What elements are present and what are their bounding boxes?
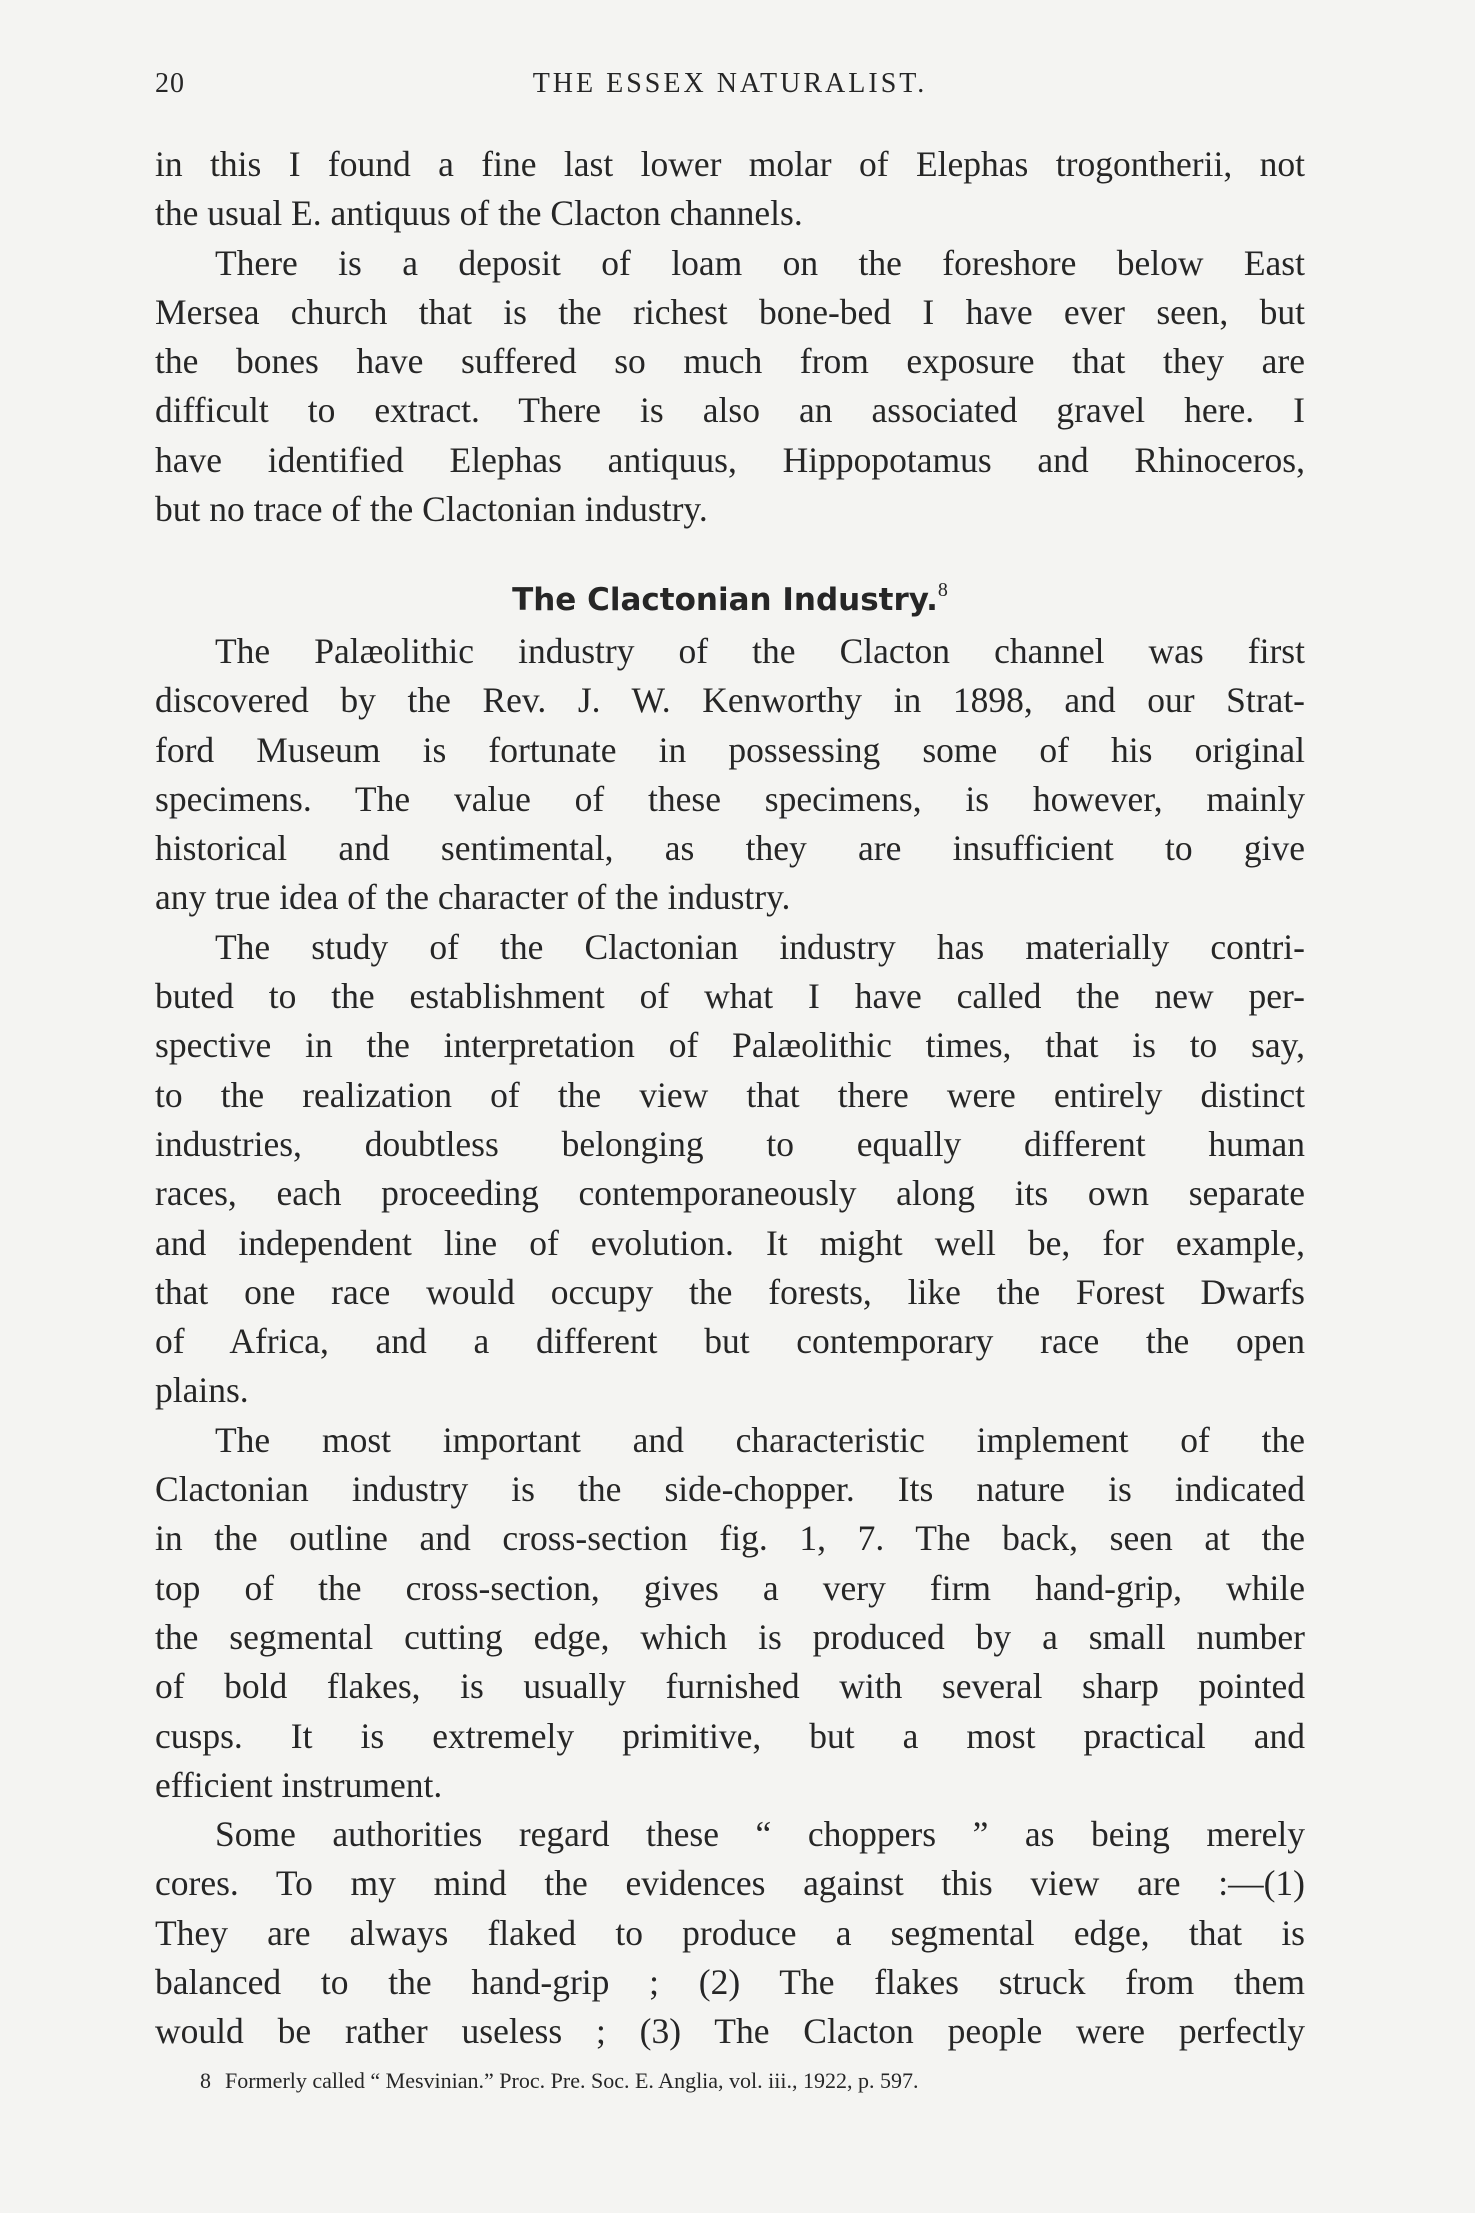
running-title: THE ESSEX NATURALIST. — [532, 68, 928, 99]
text-line: spective in the interpretation of Palæolithic times, that is to say, — [155, 1025, 1305, 1066]
text-line: would be rather useless ; (3) The Clacton people were perfectly — [155, 2011, 1305, 2052]
text-line: Some authorities regard these “ choppers ” as being merely — [215, 1814, 1305, 1855]
text-line: but no trace of the Clactonian industry. — [155, 489, 708, 530]
footnote-number: 8 — [200, 2068, 211, 2093]
text-line: efficient instrument. — [155, 1764, 443, 1805]
text-line: have identified Elephas antiquus, Hippopotamus and Rhinoceros, — [155, 439, 1305, 480]
text-line: races, each proceeding contemporaneously along its own separate — [155, 1173, 1305, 1214]
text-line: industries, doubtless belonging to equally different human — [155, 1123, 1305, 1164]
section-paragraphs — [155, 627, 1305, 2057]
text-line: The most important and characteristic implement of the — [215, 1419, 1305, 1460]
page-number: 20 — [155, 68, 185, 99]
text-line: ford Museum is fortunate in possessing some of his original — [155, 729, 1305, 770]
text-line: plains. — [155, 1370, 249, 1411]
text-line: the bones have suffered so much from exposure that they are — [155, 341, 1305, 382]
text-line: specimens. The value of these specimens, is however, mainly — [155, 778, 1305, 819]
intro-paragraphs — [155, 140, 1305, 534]
text-line: any true idea of the character of the industry. — [155, 877, 791, 918]
text-line: cores. To my mind the evidences against this view are :—(1) — [155, 1863, 1305, 1904]
page-header — [155, 68, 1305, 112]
text-line: historical and sentimental, as they are insufficient to give — [155, 828, 1305, 869]
text-line: to the realization of the view that there were entirely distinct — [155, 1074, 1305, 1115]
text-line: There is a deposit of loam on the foreshore below East — [215, 242, 1305, 283]
footnote — [200, 2066, 1300, 2096]
text-line: buted to the establishment of what I have called the new per- — [155, 976, 1305, 1017]
text-line: of Africa, and a different but contemporary race the open — [155, 1321, 1305, 1362]
text-line: Clactonian industry is the side-chopper. Its nature is indicated — [155, 1469, 1305, 1510]
text-line: of bold flakes, is usually furnished with several sharp pointed — [155, 1666, 1305, 1707]
text-line: discovered by the Rev. J. W. Kenworthy in 1898, and our Strat- — [155, 680, 1305, 721]
text-line: difficult to extract. There is also an associated gravel here. I — [155, 390, 1305, 431]
text-line: the segmental cutting edge, which is produced by a small number — [155, 1616, 1305, 1657]
text-line: balanced to the hand-grip ; (2) The flakes struck from them — [155, 1962, 1305, 2003]
text-line: The study of the Clactonian industry has materially contri- — [215, 926, 1305, 967]
text-line: in the outline and cross-section fig. 1, 7. The back, seen at the — [155, 1518, 1305, 1559]
text-line: and independent line of evolution. It might well be, for example, — [155, 1222, 1305, 1263]
text-line: top of the cross-section, gives a very firm hand-grip, while — [155, 1567, 1305, 1608]
text-line: in this I found a fine last lower molar of Elephas trogontherii, not — [155, 144, 1305, 184]
section-heading — [155, 562, 1305, 628]
section-heading-title: The Clactonian Industry. — [512, 582, 938, 618]
text-line: They are always flaked to produce a segmental edge, that is — [155, 1912, 1305, 1953]
footnote-text: Formerly called “ Mesvinian.” Proc. Pre. Soc. E. Anglia, vol. iii., 1922, p. 597. — [225, 2068, 919, 2093]
footnote-reference: 8 — [937, 579, 948, 601]
text-line: The Palæolithic industry of the Clacton channel was first — [215, 631, 1305, 671]
text-line: that one race would occupy the forests, like the Forest Dwarfs — [155, 1271, 1305, 1312]
text-line: the usual E. antiquus of the Clacton channels. — [155, 193, 803, 234]
text-line: Mersea church that is the richest bone-bed I have ever seen, but — [155, 291, 1305, 332]
text-line: cusps. It is extremely primitive, but a most practical and — [155, 1715, 1305, 1756]
